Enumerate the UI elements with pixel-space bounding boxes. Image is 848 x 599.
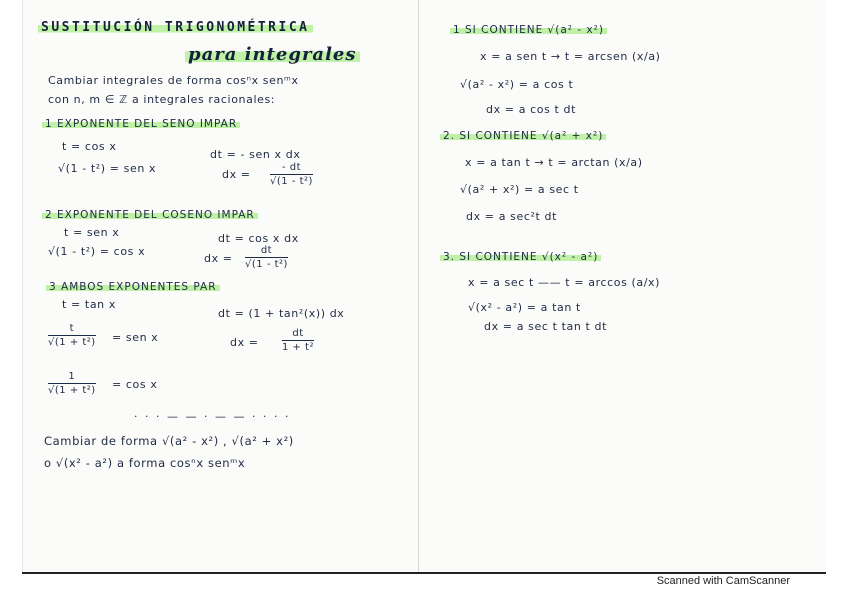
s3-f1-result: = sen x bbox=[112, 331, 159, 344]
intro-line-1: Cambiar integrales de forma cosⁿx senᵐx bbox=[48, 74, 299, 87]
page-bottom-edge bbox=[22, 572, 826, 574]
s3-dx-fraction bbox=[282, 328, 314, 353]
s3-f2-num: 1 bbox=[68, 371, 76, 382]
change-line-2: o √(x² - a²) a forma cosⁿx senᵐx bbox=[44, 456, 246, 470]
scanner-watermark: Scanned with CamScanner bbox=[656, 575, 790, 587]
r1-equation: √(a² - x²) = a cos t bbox=[460, 78, 574, 91]
s3-dx-num: dt bbox=[292, 328, 304, 339]
right-section-3-heading: 3. SI CONTIENE √(x² - a²) bbox=[440, 251, 601, 263]
r1-dx: dx = a cos t dt bbox=[486, 103, 577, 116]
s2-dx-den: √(1 - t²) bbox=[245, 259, 288, 270]
s3-dt: dt = (1 + tan²(x)) dx bbox=[218, 307, 345, 320]
r1-substitution: x = a sen t → t = arcsen (x/a) bbox=[480, 50, 661, 63]
section-1-heading: 1 EXPONENTE DEL SENO IMPAR bbox=[42, 118, 240, 130]
s3-sin-fraction bbox=[48, 323, 96, 348]
s1-dx-fraction bbox=[270, 162, 313, 187]
s1-dx-label: dx = bbox=[222, 168, 251, 181]
intro-line-2: con n, m ∈ ℤ a integrales racionales: bbox=[48, 93, 276, 106]
section-3-heading: 3 AMBOS EXPONENTES PAR bbox=[46, 281, 220, 293]
s3-f1-num: t bbox=[69, 323, 75, 334]
page-title: SUSTITUCIÓN TRIGONOMÉTRICA bbox=[38, 20, 313, 35]
r2-dx: dx = a sec²t dt bbox=[466, 210, 558, 223]
s3-f2-den: √(1 + t²) bbox=[48, 385, 96, 396]
r2-substitution: x = a tan t → t = arctan (x/a) bbox=[465, 156, 643, 169]
s1-sqrt: √(1 - t²) = sen x bbox=[58, 162, 157, 175]
s1-dt: dt = - sen x dx bbox=[210, 148, 301, 161]
section-divider: · · · — — · — — · · · · bbox=[134, 410, 291, 423]
right-section-2-heading: 2. SI CONTIENE √(a² + x²) bbox=[440, 130, 606, 142]
s3-t: t = tan x bbox=[62, 298, 116, 311]
r3-substitution: x = a sec t —— t = arccos (a/x) bbox=[468, 276, 661, 289]
page-fold bbox=[418, 0, 419, 572]
s3-f2-result: = cos x bbox=[112, 378, 158, 391]
s1-dx-num: - dt bbox=[281, 162, 301, 173]
s2-t: t = sen x bbox=[64, 226, 120, 239]
s3-cos-fraction bbox=[48, 371, 96, 396]
r3-dx: dx = a sec t tan t dt bbox=[484, 320, 608, 333]
page-edge bbox=[22, 0, 23, 572]
s1-dx-den: √(1 - t²) bbox=[270, 176, 313, 187]
s1-t: t = cos x bbox=[62, 140, 117, 153]
s3-dx-den: 1 + t² bbox=[282, 342, 315, 353]
s2-dx-num: dt bbox=[260, 245, 273, 256]
r3-equation: √(x² - a²) = a tan t bbox=[468, 301, 581, 314]
s2-dx-label: dx = bbox=[204, 252, 233, 265]
change-line-1: Cambiar de forma √(a² - x²) , √(a² + x²) bbox=[44, 434, 294, 448]
s2-dt: dt = cos x dx bbox=[218, 232, 299, 245]
s2-dx-fraction bbox=[245, 245, 288, 270]
right-section-1-heading: 1 SI CONTIENE √(a² - x²) bbox=[450, 24, 607, 36]
s3-dx-label: dx = bbox=[230, 336, 259, 349]
s3-f1-den: √(1 + t²) bbox=[48, 337, 96, 348]
s2-sqrt: √(1 - t²) = cos x bbox=[48, 245, 146, 258]
page-subtitle: para integrales bbox=[185, 44, 360, 65]
section-2-heading: 2 EXPONENTE DEL COSENO IMPAR bbox=[42, 209, 258, 221]
r2-equation: √(a² + x²) = a sec t bbox=[460, 183, 579, 196]
